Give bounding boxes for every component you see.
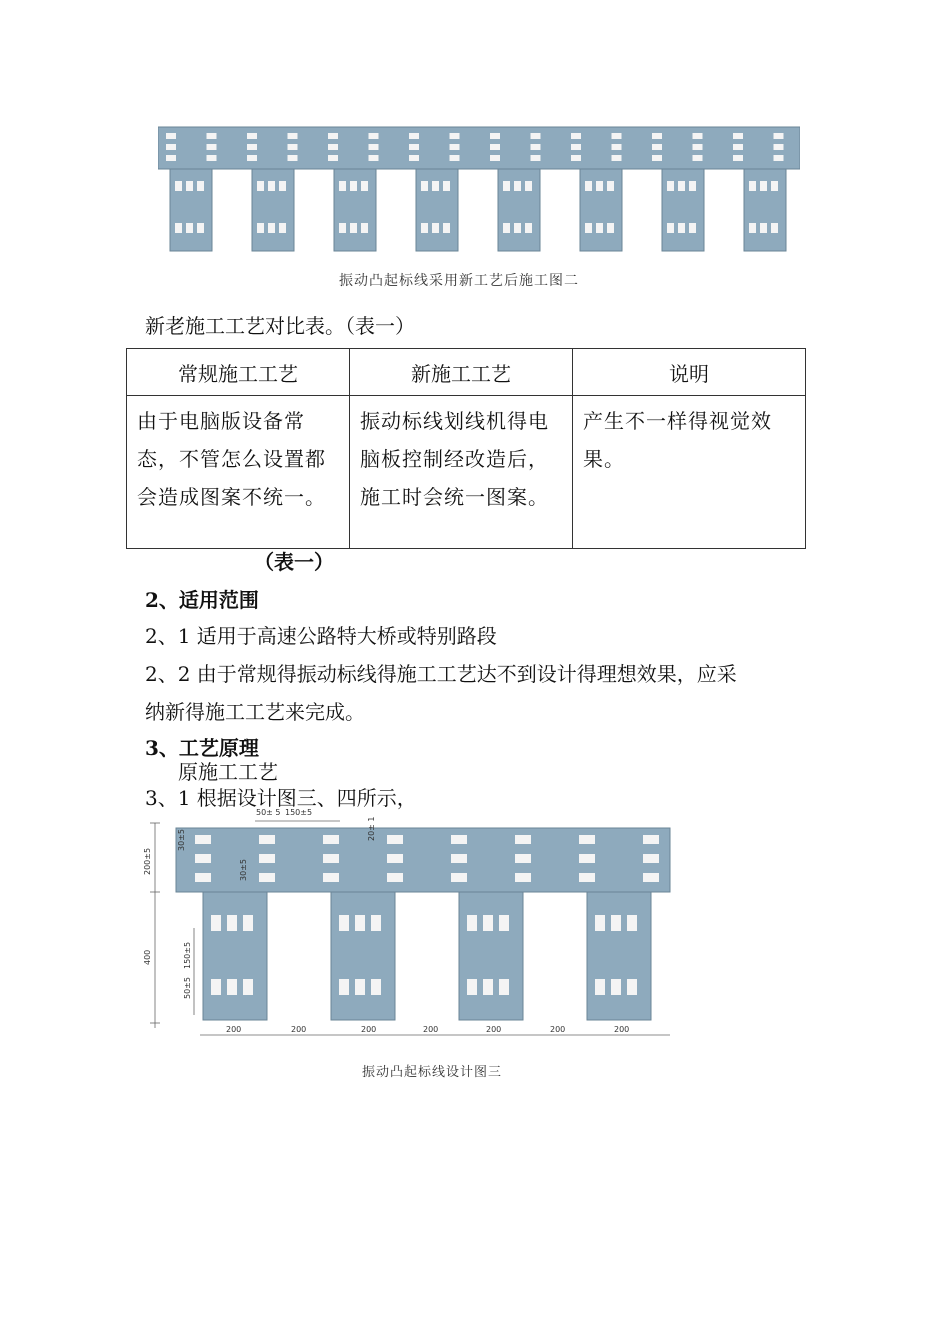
bump-block: [361, 223, 368, 233]
design-bump-block: [387, 854, 403, 863]
bump-block: [350, 223, 357, 233]
design-bump-block: [355, 915, 365, 931]
design-bump-block: [579, 854, 595, 863]
bump-block: [421, 181, 428, 191]
bump-block: [450, 133, 460, 139]
bump-block: [328, 133, 338, 139]
section-3-heading: 3、工艺原理: [145, 736, 259, 760]
design-bump-block: [451, 854, 467, 863]
design-bump-block: [259, 835, 275, 844]
bump-block: [531, 144, 541, 150]
design-bump-block: [211, 915, 221, 931]
design-bump-block: [483, 915, 493, 931]
dim-bottom-3: 200: [361, 1025, 377, 1034]
bump-block: [667, 223, 674, 233]
bump-block: [450, 155, 460, 161]
bump-block: [409, 144, 419, 150]
bump-block: [607, 181, 614, 191]
bump-block: [186, 181, 193, 191]
design-bump-block: [195, 835, 211, 844]
bump-block: [771, 223, 778, 233]
figure-3-caption: 振动凸起标线设计图三: [362, 1065, 503, 1080]
bump-block: [693, 133, 703, 139]
bump-block: [328, 144, 338, 150]
table-caption: （表一）: [254, 550, 334, 574]
bump-block: [652, 144, 662, 150]
dim-bottom-4: 200: [423, 1025, 439, 1034]
bump-block: [733, 144, 743, 150]
design-bump-block: [627, 915, 637, 931]
comparison-table: [126, 348, 806, 549]
design-vertical-bar: [203, 892, 267, 1020]
bump-block: [207, 133, 217, 139]
bump-block: [774, 133, 784, 139]
design-bump-block: [371, 915, 381, 931]
bump-block: [432, 223, 439, 233]
bump-block: [339, 181, 346, 191]
bump-block: [693, 155, 703, 161]
bump-block: [667, 181, 674, 191]
bump-block: [652, 155, 662, 161]
bump-block: [774, 155, 784, 161]
dim-left-150: 150±5: [183, 941, 192, 969]
table-intro-text: 新老施工工艺对比表。（表一）: [145, 314, 415, 338]
bump-block: [409, 133, 419, 139]
bump-block: [596, 181, 603, 191]
design-bump-block: [259, 854, 275, 863]
bump-block: [369, 155, 379, 161]
dim-left-a: 30±5: [177, 829, 186, 851]
bump-block: [652, 133, 662, 139]
design-bump-block: [451, 873, 467, 882]
dim-left-50: 50±5: [183, 977, 192, 999]
bump-block: [288, 144, 298, 150]
header-new: 新施工工艺: [350, 349, 573, 396]
design-bump-block: [611, 915, 621, 931]
section-3-para-1: 3、1 根据设计图三、四所示，: [145, 786, 417, 810]
bump-block: [166, 133, 176, 139]
design-bump-block: [611, 979, 621, 995]
section-2-para-2-line-1: 2、2 由于常规得振动标线得施工工艺达不到设计得理想效果，应采: [145, 662, 737, 686]
design-bump-block: [499, 979, 509, 995]
bump-block: [490, 133, 500, 139]
bump-block: [279, 181, 286, 191]
bump-block: [612, 155, 622, 161]
bump-block: [503, 181, 510, 191]
design-bump-block: [483, 979, 493, 995]
design-bump-block: [515, 835, 531, 844]
figure-2-caption: 振动凸起标线采用新工艺后施工图二: [339, 273, 579, 289]
bump-block: [361, 181, 368, 191]
design-bump-block: [323, 873, 339, 882]
design-bump-block: [499, 915, 509, 931]
bump-block: [166, 155, 176, 161]
bump-block: [490, 155, 500, 161]
bump-block: [328, 155, 338, 161]
design-bump-block: [195, 854, 211, 863]
bump-block: [749, 181, 756, 191]
bump-block: [288, 133, 298, 139]
section-2-heading: 2、适用范围: [145, 588, 259, 612]
bump-block: [693, 144, 703, 150]
construction-figure-2: [158, 125, 800, 253]
header-conventional: 常规施工工艺: [127, 349, 350, 396]
design-bump-block: [643, 854, 659, 863]
design-bump-block: [243, 915, 253, 931]
section-3-subheading: 原施工工艺: [178, 760, 278, 784]
bump-block: [369, 144, 379, 150]
bump-block: [175, 223, 182, 233]
cell-new: 振动标线划线机得电脑板控制经改造后，施工时会统一图案。: [360, 409, 549, 509]
bump-block: [443, 181, 450, 191]
bump-block: [257, 181, 264, 191]
design-bump-block: [355, 979, 365, 995]
dim-bottom-1: 200: [226, 1025, 242, 1034]
dim-left-400: 400: [143, 949, 152, 965]
bump-block: [197, 181, 204, 191]
design-figure-3: [140, 803, 680, 1043]
dim-left-total: 200±5: [143, 847, 152, 875]
bump-block: [571, 155, 581, 161]
design-bump-block: [627, 979, 637, 995]
bump-block: [612, 144, 622, 150]
bump-block: [689, 223, 696, 233]
bump-block: [450, 144, 460, 150]
bump-block: [771, 181, 778, 191]
dim-bottom-7: 200: [614, 1025, 630, 1034]
design-top-band: [176, 828, 670, 892]
bump-block: [607, 223, 614, 233]
bump-block: [571, 133, 581, 139]
design-bump-block: [339, 915, 349, 931]
bump-block: [350, 181, 357, 191]
bump-block: [612, 133, 622, 139]
bump-block: [339, 223, 346, 233]
bump-block: [432, 181, 439, 191]
bump-block: [443, 223, 450, 233]
design-bump-block: [243, 979, 253, 995]
bump-block: [279, 223, 286, 233]
bump-block: [596, 223, 603, 233]
design-bump-block: [387, 873, 403, 882]
bump-block: [175, 181, 182, 191]
table-row: [127, 396, 806, 549]
bump-block: [247, 144, 257, 150]
design-bump-block: [467, 979, 477, 995]
bump-block: [749, 223, 756, 233]
header-notes: 说明: [573, 349, 806, 396]
design-bump-block: [515, 873, 531, 882]
dim-left-b: 30±5: [239, 859, 248, 881]
bump-block: [247, 133, 257, 139]
design-bump-block: [579, 873, 595, 882]
bump-block: [531, 155, 541, 161]
design-bump-block: [339, 979, 349, 995]
bump-block: [268, 223, 275, 233]
bump-block: [166, 144, 176, 150]
bump-block: [733, 155, 743, 161]
table-header-row: [127, 349, 806, 396]
bump-block: [257, 223, 264, 233]
section-2-para-2-line-2: 纳新得施工工艺来完成。: [145, 700, 365, 724]
design-bump-block: [323, 854, 339, 863]
bump-block: [774, 144, 784, 150]
dim-bottom-2: 200: [291, 1025, 307, 1034]
bump-block: [490, 144, 500, 150]
design-vertical-bar: [459, 892, 523, 1020]
design-bump-block: [259, 873, 275, 882]
design-bump-block: [211, 979, 221, 995]
cell-conventional: 由于电脑版设备常态，不管怎么设置都会造成图案不统一。: [137, 409, 326, 509]
bump-block: [186, 223, 193, 233]
design-bump-block: [371, 979, 381, 995]
design-bump-block: [451, 835, 467, 844]
bump-block: [678, 223, 685, 233]
bump-block: [525, 181, 532, 191]
bump-block: [678, 181, 685, 191]
bump-block: [571, 144, 581, 150]
bump-block: [585, 223, 592, 233]
design-bump-block: [595, 915, 605, 931]
bump-block: [689, 181, 696, 191]
dim-bottom-6: 200: [550, 1025, 566, 1034]
design-bump-block: [323, 835, 339, 844]
bump-block: [760, 181, 767, 191]
design-bump-block: [643, 873, 659, 882]
dim-top-b: 150±5: [285, 808, 313, 817]
dim-top-a: 50± 5: [256, 808, 281, 817]
design-bump-block: [643, 835, 659, 844]
bump-block: [207, 155, 217, 161]
design-bump-block: [467, 915, 477, 931]
dim-bottom-5: 200: [486, 1025, 502, 1034]
bump-block: [421, 223, 428, 233]
design-bump-block: [579, 835, 595, 844]
dim-top-c: 20± 1: [367, 816, 376, 841]
bump-block: [268, 181, 275, 191]
section-2-para-1: 2、1 适用于高速公路特大桥或特别路段: [145, 624, 497, 648]
design-bump-block: [387, 835, 403, 844]
design-bump-block: [195, 873, 211, 882]
bump-block: [369, 133, 379, 139]
bump-block: [197, 223, 204, 233]
design-bump-block: [595, 979, 605, 995]
bump-block: [514, 223, 521, 233]
bump-block: [525, 223, 532, 233]
bump-block: [760, 223, 767, 233]
bump-block: [247, 155, 257, 161]
design-bump-block: [515, 854, 531, 863]
design-vertical-bar: [587, 892, 651, 1020]
bump-block: [514, 181, 521, 191]
cell-notes: 产生不一样得视觉效果。: [583, 409, 772, 471]
bump-block: [585, 181, 592, 191]
bump-block: [531, 133, 541, 139]
design-vertical-bar: [331, 892, 395, 1020]
bump-block: [733, 133, 743, 139]
bump-block: [503, 223, 510, 233]
bump-block: [288, 155, 298, 161]
design-bump-block: [227, 979, 237, 995]
bump-block: [207, 144, 217, 150]
design-bump-block: [227, 915, 237, 931]
bump-block: [409, 155, 419, 161]
